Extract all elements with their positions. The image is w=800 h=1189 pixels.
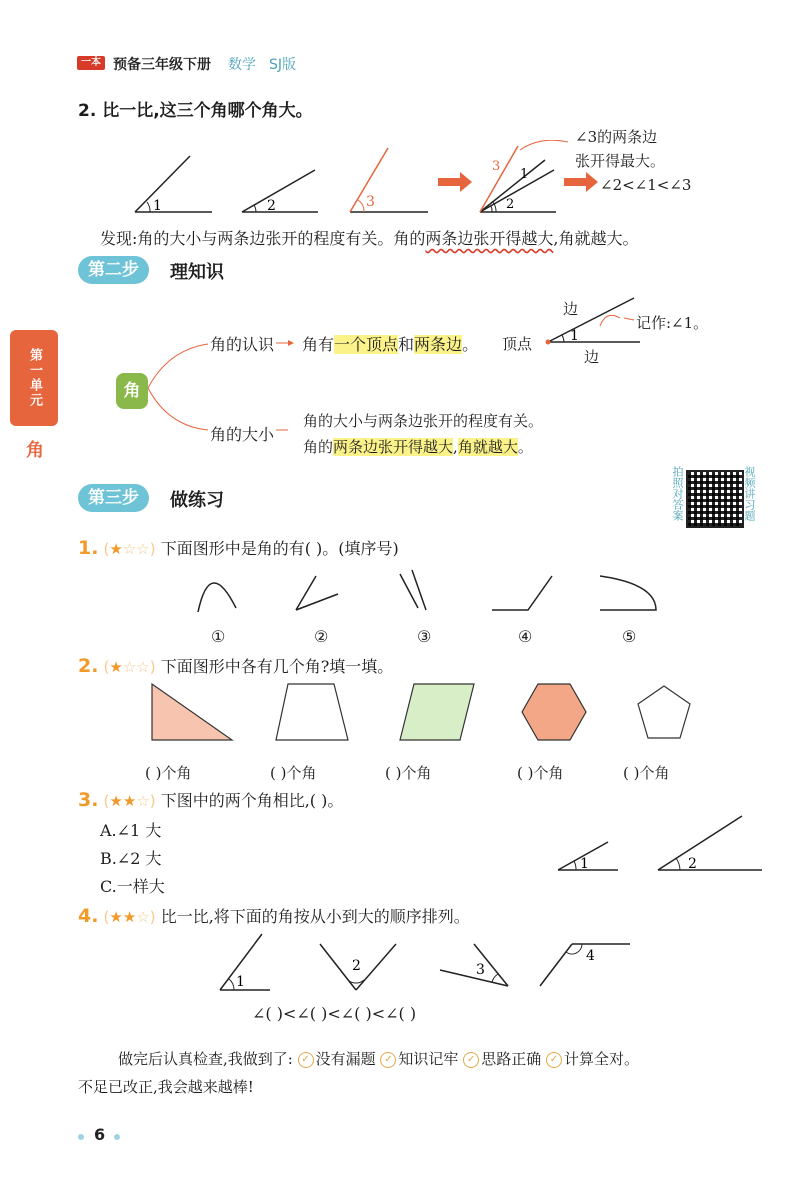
q4-header: 4. (★★☆) 比一比,将下面的角按从小到大的顺序排列。 bbox=[78, 905, 470, 927]
step3-pill: 第三步 bbox=[78, 484, 149, 512]
compare-angle-3 bbox=[350, 148, 428, 212]
qr-label-right: 视频讲习题 bbox=[743, 466, 756, 521]
svg-text:4: 4 bbox=[586, 948, 595, 964]
branch2-label: 角的大小 bbox=[210, 425, 275, 444]
q1-label-5: ⑤ bbox=[622, 627, 637, 646]
mindmap-root: 角 bbox=[116, 373, 148, 409]
q3-header: 3. (★★☆) 下图中的两个角相比,( )。 bbox=[78, 789, 344, 811]
q2-hexagon bbox=[522, 684, 586, 740]
q2-shapes bbox=[148, 682, 708, 744]
q4-angle-2 bbox=[320, 944, 396, 990]
arrow-icon bbox=[564, 172, 598, 192]
q4-angle-3 bbox=[440, 944, 508, 986]
notation-text: 记作:∠1。 bbox=[636, 314, 709, 332]
compare-title: 2. 比一比,这三个角哪个角大。 bbox=[78, 101, 313, 121]
step3-title: 做练习 bbox=[170, 490, 224, 511]
q2-triangle bbox=[152, 684, 232, 740]
svg-text:2: 2 bbox=[352, 958, 361, 974]
check-icon[interactable]: ✓ bbox=[546, 1052, 562, 1068]
q3-option-c[interactable]: C.一样大 bbox=[100, 877, 165, 896]
q1-figure-2 bbox=[296, 576, 338, 610]
difficulty-stars-icon: (★★☆) bbox=[103, 908, 156, 926]
check-icon[interactable]: ✓ bbox=[463, 1052, 479, 1068]
svg-text:3: 3 bbox=[492, 159, 501, 174]
q1-label-4: ④ bbox=[518, 627, 533, 646]
branch2-line1: 角的大小与两条边张开的程度有关。 bbox=[303, 412, 544, 430]
compare-angle-2 bbox=[242, 170, 318, 214]
checklist: 做完后认真检查,我做到了: ✓ 没有漏题 ✓ 知识记牢 ✓ 思路正确 ✓ 计算全对。 bbox=[118, 1050, 640, 1068]
svg-text:1: 1 bbox=[580, 856, 589, 872]
q1-header: 1. (★☆☆) 下面图形中是角的有( )。(填序号) bbox=[78, 537, 399, 559]
compare-angles-figure bbox=[120, 140, 630, 220]
version-label: SJ版 bbox=[269, 57, 297, 73]
compare-note-line2: 张开得最大。 bbox=[575, 152, 666, 170]
branch2-line2: 角的两条边张开得越大,角就越大。 bbox=[303, 438, 533, 456]
q1-label-2: ② bbox=[314, 627, 329, 646]
q1-figures bbox=[190, 568, 670, 618]
q1-figure-1 bbox=[198, 583, 236, 612]
q2-blank-2[interactable]: ( )个角 bbox=[270, 764, 317, 782]
compare-angle-1-label: 1 bbox=[153, 198, 162, 214]
q3-option-a[interactable]: A.∠1 大 bbox=[100, 821, 162, 840]
q2-trapezoid bbox=[276, 684, 348, 740]
compare-angle-3-label: 3 bbox=[366, 194, 375, 210]
combined-angles bbox=[480, 140, 568, 212]
branch1-label: 角的认识 bbox=[210, 335, 275, 354]
step2-title: 理知识 bbox=[170, 262, 224, 283]
q1-figure-5 bbox=[600, 576, 656, 610]
svg-text:1: 1 bbox=[236, 974, 245, 990]
q2-blank-3[interactable]: ( )个角 bbox=[385, 764, 432, 782]
step2-pill: 第二步 bbox=[78, 256, 149, 284]
q2-blank-1[interactable]: ( )个角 bbox=[145, 764, 192, 782]
q4-angles bbox=[214, 930, 634, 994]
compare-order: ∠2<∠1<∠3 bbox=[600, 176, 692, 194]
q3-angle-1 bbox=[558, 842, 618, 872]
page-dot-right bbox=[114, 1134, 120, 1140]
svg-text:2: 2 bbox=[506, 197, 515, 212]
finding-text: 发现:角的大小与两条边张开的程度有关。角的两条边张开得越大,角就越大。 bbox=[100, 229, 639, 248]
q2-header: 2. (★☆☆) 下面图形中各有几个角?填一填。 bbox=[78, 655, 394, 677]
page-number: 6 bbox=[94, 1125, 106, 1144]
q4-answer-line[interactable]: ∠( )<∠( )<∠( )<∠( ) bbox=[252, 1004, 417, 1023]
arrow-icon bbox=[438, 172, 472, 192]
book-title: 预备三年级下册 bbox=[113, 57, 211, 73]
svg-text:1: 1 bbox=[570, 328, 579, 344]
svg-text:3: 3 bbox=[476, 962, 485, 978]
branch1-desc: 角有一个顶点和两条边。 bbox=[302, 335, 479, 354]
page-dot-left bbox=[78, 1134, 84, 1140]
q3-option-b[interactable]: B.∠2 大 bbox=[100, 849, 162, 868]
check-icon[interactable]: ✓ bbox=[298, 1052, 314, 1068]
difficulty-stars-icon: (★★☆) bbox=[103, 792, 156, 810]
svg-text:1: 1 bbox=[520, 167, 529, 182]
side-label-top: 边 bbox=[563, 300, 579, 318]
vertex-label: 顶点 bbox=[502, 335, 533, 353]
side-label-bottom: 边 bbox=[584, 348, 600, 366]
compare-note-line1: ∠3的两条边 bbox=[575, 128, 658, 146]
qr-code-icon[interactable] bbox=[686, 470, 744, 528]
q3-angle-2 bbox=[658, 816, 762, 872]
unit-topic: 角 bbox=[26, 440, 44, 461]
q4-angle-4 bbox=[540, 944, 630, 986]
q2-blank-5[interactable]: ( )个角 bbox=[623, 764, 670, 782]
difficulty-stars-icon: (★☆☆) bbox=[103, 540, 156, 558]
compare-angle-1 bbox=[135, 156, 212, 214]
book-badge: 一本 bbox=[77, 56, 105, 70]
q1-figure-3 bbox=[400, 570, 426, 610]
q1-label-1: ① bbox=[211, 627, 226, 646]
compare-angle-2-label: 2 bbox=[267, 198, 276, 214]
q2-blank-4[interactable]: ( )个角 bbox=[517, 764, 564, 782]
subject-label: 数学 bbox=[228, 57, 256, 73]
unit-tab: 第一单元 bbox=[10, 330, 58, 426]
finding-emphasis: 两条边张开得越大 bbox=[425, 229, 554, 248]
q2-parallelogram bbox=[400, 684, 474, 740]
closing-text: 不足已改正,我会越来越棒! bbox=[78, 1078, 254, 1096]
vertex-dot bbox=[546, 340, 551, 345]
check-icon[interactable]: ✓ bbox=[380, 1052, 396, 1068]
q3-angles bbox=[552, 812, 772, 874]
svg-text:2: 2 bbox=[688, 856, 697, 872]
q1-figure-4 bbox=[492, 576, 552, 610]
q4-angle-1 bbox=[220, 934, 270, 990]
q2-pentagon bbox=[638, 686, 690, 738]
qr-label-left: 拍照对答案 bbox=[671, 466, 684, 521]
difficulty-stars-icon: (★☆☆) bbox=[103, 658, 156, 676]
q1-label-3: ③ bbox=[417, 627, 432, 646]
